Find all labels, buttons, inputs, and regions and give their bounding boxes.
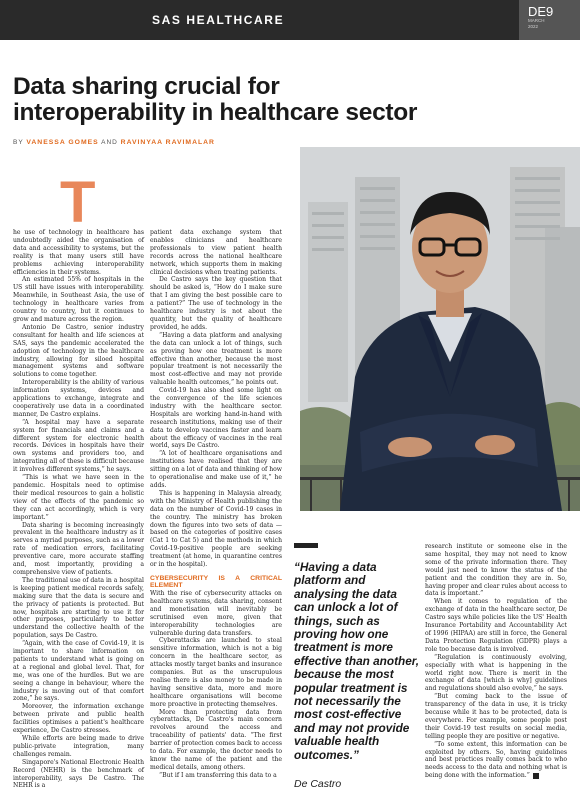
portrait-illustration <box>300 147 580 511</box>
paragraph: “Having a data platform and analysing the data can unlock a lot of things, such as proving how one treatment is more effective than another, because the most popular treatment is not necessarily the most cost-effective and may not provide valuable health outcomes,” he points out. <box>150 331 282 387</box>
portrait-photo <box>300 147 580 511</box>
pull-quote: “Having a data platform and analysing the data can unlock a lot of things, such as proving how one treatment is more effective than another, because the most popular treatment is not necessarily the most cost-effective and may not provide valuable health outcomes.” <box>294 560 419 762</box>
paragraph: This is happening in Malaysia already, with the Ministry of Health publishing the data on the number of Covid-19 cases in the country. The ministry has broken down the figures into two sets of data — based on the categories of positive cases (Cat 1 to Cat 5) and the methods in which Covid-19-positive people are seeking treatment (at home, in quarantine centres or in the hospital). <box>150 489 282 569</box>
headline-line-2: interoperability in healthcare sector <box>13 99 418 126</box>
headline-line-1: Data sharing crucial for <box>13 73 280 100</box>
paragraph: patient data exchange system that enables clinicians and healthcare professionals to view patient health records across the national healthcare network, which supports them in making clinical decisions when treating patients. <box>150 229 282 276</box>
byline <box>13 139 215 146</box>
paragraph: “A lot of healthcare organisations and institutions have realised that they are sitting on a lot of data and thinking of how to operationalise and make use of it,” he adds. <box>150 450 282 489</box>
paragraph: “A hospital may have a separate system for financials and claims and a different system for electronic health records. Devices in hospitals have their own systems and providers too, and integrating all of these is difficult because it involves different systems,” he says. <box>13 418 144 474</box>
section-title: SAS HEALTHCARE <box>152 13 285 27</box>
subhead-cybersecurity: CYBERSECURITY IS A CRITICAL ELEMENT <box>150 574 282 590</box>
paragraph: When it comes to regulation of the exchange of data in the healthcare sector, De Castro says while policies like the US' Health Insurance Portability and Accountability Act of 1996 (HIPAA) are still in force, the General Data Protection Regulation (GDPR) plays a role too because data is involved. <box>425 598 567 653</box>
paragraph: Singapore's National Electronic Health Record (NEHR) is the benchmark of interoperability, says De Castro. The NEHR is a <box>13 758 144 790</box>
paragraph: “But coming back to the issue of transparency of the data in use, it is tricky because while it has to be protected, data is everywhere. For example, some people post their Covid-19 test results on social media, telling people they are positive or negative. <box>425 693 567 740</box>
body-column-2 <box>150 229 282 780</box>
last-paragraph-text: “To some extent, this information can be exploited by others. So, having guidelines and best practices really comes back to who needs access to the data and nothing what is being done with the information.” <box>425 740 567 780</box>
paragraph: “Again, with the case of Covid-19, it is important to share information on patients to understand what is going on at a regional and global level. That, for me, was one of the hurdles. But we are seeing a change in behaviour, where the industry is moving out of that comfort zone,” he says. <box>13 640 144 703</box>
paragraph: De Castro says the key question that should be asked is, “How do I make sure that I am giving the best possible care to a patient?” The use of technology in the healthcare industry is not about the quantity, but the quality of healthcare provided, he adds. <box>150 276 282 331</box>
paragraph: Covid-19 has also shed some light on the convergence of the life sciences industry with the healthcare sector. Hospitals are working hand-in-hand with research institutions, making use of their data to develop vaccines faster and learn about the efficacy of vaccines in the real world, says De Castro. <box>150 387 282 450</box>
paragraph: he use of technology in healthcare has undoubtedly aided the organisation of data and accessibility to systems, but the reality is that many users still have problems achieving interoperability efficiencies in their systems. <box>13 229 144 276</box>
author-2: RAVINYAA RAVIMALAR <box>120 139 215 146</box>
paragraph: Antonio De Castro, senior industry consultant for health and life sciences at SAS, says the pandemic accelerated the adoption of technology in the healthcare industry, allowing for siloed hospital management systems and software solutions to come together. <box>13 323 144 379</box>
paragraph <box>425 741 567 781</box>
paragraph: “Regulation is continuously evolving, especially with what is happening in the world right now. There is merit in the exchange of data [which is why] guidelines and regulations should also evolve,” he says. <box>425 653 567 693</box>
end-of-article-mark <box>533 773 539 779</box>
paragraph: While efforts are being made to drive public-private integration, many challenges remain. <box>13 735 144 758</box>
paragraph: Cyberattacks are launched to steal sensitive information, which is not a big concern in the healthcare sector, as attacks mostly target banks and insurance companies. But as the unscrupulous realise there is also money to be made in having sensitive data, more and more healthcare organisations will become more proactive in protecting themselves. <box>150 637 282 708</box>
byline-and: AND <box>101 139 118 146</box>
pull-quote-attribution: De Castro <box>294 778 342 790</box>
issue-box <box>519 0 580 40</box>
pull-quote-bar <box>294 543 318 548</box>
section-header-band <box>0 0 580 40</box>
paragraph: With the rise of cybersecurity attacks on healthcare systems, data sharing, consent and monetisation will inevitably be scrutinised even more, given that interoperability technologies are vulnerable during data transfers. <box>150 589 282 637</box>
paragraph: research institute or someone else in the same hospital, they may not need to know some of the private information there. They would just need to know the status of the patient and the condition they are in. So, having proper and clear rules about access to data is important.” <box>425 543 567 598</box>
paragraph: The traditional use of data in a hospital is keeping patient medical records safely, making sure that the data is secure and the privacy of patients is protected. But now, hospitals are starting to use it for other purposes, particularly to better understand the collective health of the population, says De Castro. <box>13 576 144 640</box>
issue-year: 2022 <box>528 24 539 29</box>
drop-cap: T <box>60 170 96 235</box>
body-column-4 <box>425 543 567 780</box>
paragraph: Data sharing is becoming increasingly prevalent in the healthcare industry as it serves a myriad purposes, such as a lower rate of medication errors, facilitating preventive care, more accurate staffing and, most importantly, providing a comprehensive view of patients. <box>13 521 144 576</box>
paragraph: Moreover, the information exchange between private and public health facilities optimises a patient's healthcare experience, De Castro stresses. <box>13 703 144 735</box>
paragraph: An estimated 55% of hospitals in the US still have issues with interoperability. Meanwhile, in Southeast Asia, the use of technology in healthcare varies from country to country, but it continues to grow and mature across the region. <box>13 276 144 323</box>
author-1: VANESSA GOMES <box>26 139 99 146</box>
headline <box>13 74 573 126</box>
body-column-1 <box>13 229 144 790</box>
byline-by: BY <box>13 139 24 146</box>
paragraph: More than protecting data from cyberattacks, De Castro's main concern revolves around the access and traceability of patients' data. “The first barrier of protection comes back to access to data. For example, the doctor needs to know the name of the patient and the medical details, among others. <box>150 708 282 771</box>
issue-month: MARCH <box>528 18 545 23</box>
paragraph: Interoperability is the ability of various information systems, devices and applications to exchange, integrate and cooperatively use data in a coordinated manner, De Castro explains. <box>13 379 144 418</box>
issue-code: DE9 <box>528 4 554 19</box>
paragraph: “But if I am transferring this data to a <box>159 771 277 779</box>
paragraph: “This is what we have seen in the pandemic. Hospitals need to optimise their medical resources to gain a holistic view of the effects of the pandemic so they can act accordingly, which is very important.” <box>13 474 144 521</box>
